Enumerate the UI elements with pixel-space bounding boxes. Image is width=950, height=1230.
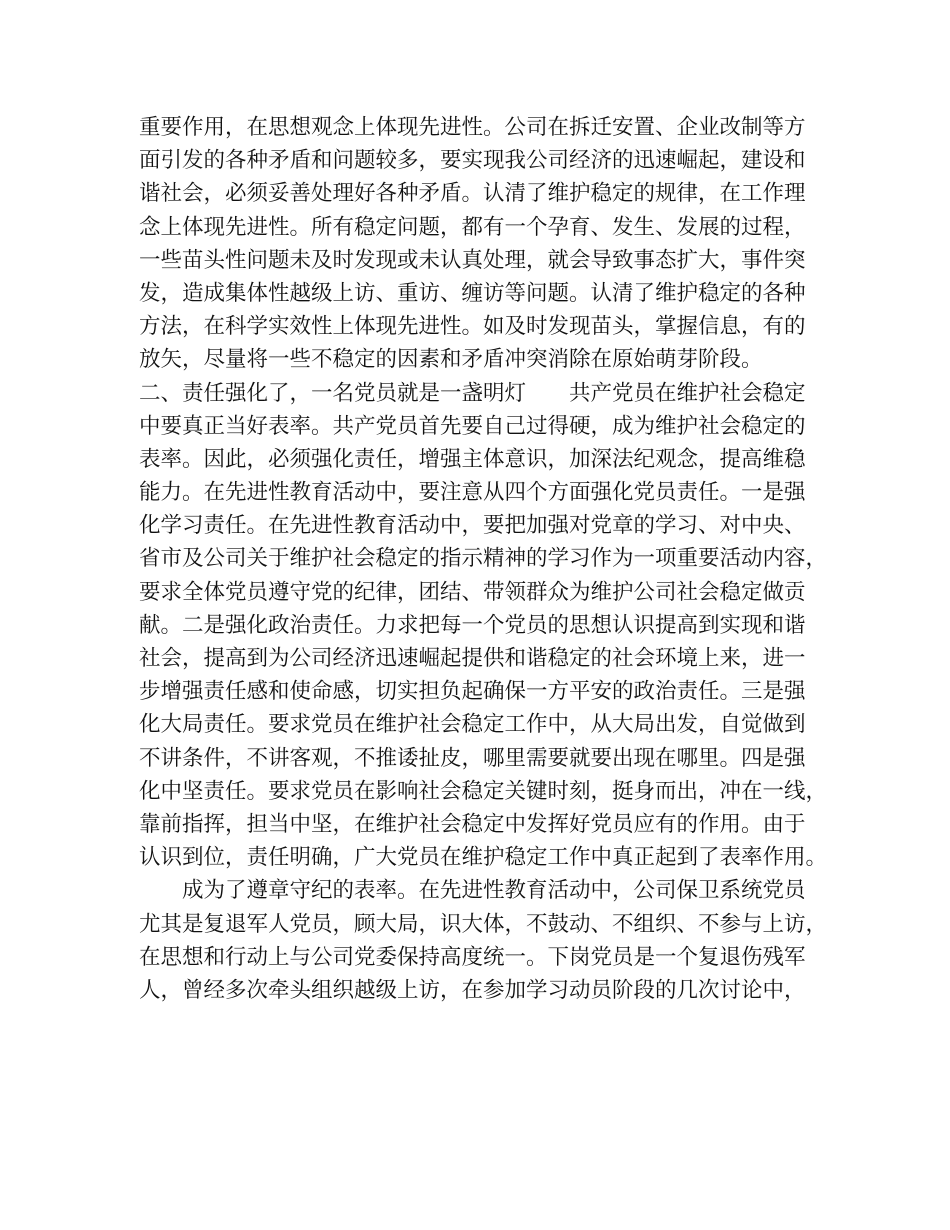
text-line: 步增强责任感和使命感，切实担负起确保一方平安的政治责任。三是强: [139, 679, 806, 705]
text-line: 谐社会，必须妥善处理好各种矛盾。认清了维护稳定的规律，在工作理: [139, 181, 806, 207]
text-line: 尤其是复退军人党员，顾大局，识大体，不鼓动、不组织、不参与上访，: [139, 911, 828, 937]
text-line: 能力。在先进性教育活动中，要注意从四个方面强化党员责任。一是强: [139, 480, 806, 506]
text-line: 省市及公司关于维护社会稳定的指示精神的学习作为一项重要活动内容，: [139, 546, 828, 572]
text-line: 化中坚责任。要求党员在影响社会稳定关键时刻，挺身而出，冲在一线，: [139, 778, 828, 804]
text-line: 人，曾经多次牵头组织越级上访，在参加学习动员阶段的几次讨论中，: [139, 977, 806, 1003]
text-line: 认识到位，责任明确，广大党员在维护稳定工作中真正起到了表率作用。: [139, 845, 828, 871]
text-line: 不讲条件，不讲客观，不推诿扯皮，哪里需要就要出现在哪里。四是强: [139, 745, 806, 771]
text-line: 念上体现先进性。所有稳定问题，都有一个孕育、发生、发展的过程，: [139, 214, 806, 240]
text-line: 献。二是强化政治责任。力求把每一个党员的思想认识提高到实现和谐: [139, 612, 806, 638]
body-text: [139, 111, 839, 1007]
text-line: 社会，提高到为公司经济迅速崛起提供和谐稳定的社会环境上来，进一: [139, 646, 806, 671]
text-line: 表率。因此，必须强化责任，增强主体意识，加深法纪观念，提高维稳: [139, 446, 806, 472]
section-heading-line: 二、责任强化了，一名党员就是一盏明灯 共产党员在维护社会稳定: [139, 380, 806, 406]
text-line: 发，造成集体性越级上访、重访、缠访等问题。认清了维护稳定的各种: [139, 280, 806, 306]
text-line: 一些苗头性问题未及时发现或未认真处理，就会导致事态扩大，事件突: [139, 247, 806, 273]
text-line: 面引发的各种矛盾和问题较多，要实现我公司经济的迅速崛起，建设和: [139, 148, 806, 174]
paragraph-first-line: 成为了遵章守纪的表率。在先进性教育活动中，公司保卫系统党员: [182, 878, 806, 904]
text-line: 中要真正当好表率。共产党员首先要自己过得硬，成为维护社会稳定的: [139, 413, 806, 439]
text-line: 在思想和行动上与公司党委保持高度统一。下岗党员是一个复退伤残军: [139, 944, 806, 970]
text-line: 重要作用，在思想观念上体现先进性。公司在拆迁安置、企业改制等方: [139, 115, 806, 140]
text-line: 靠前指挥，担当中坚，在维护社会稳定中发挥好党员应有的作用。由于: [139, 811, 806, 837]
text-line: 要求全体党员遵守党的纪律，团结、带领群众为维护公司社会稳定做贡: [139, 579, 806, 605]
text-line: 方法，在科学实效性上体现先进性。如及时发现苗头，掌握信息，有的: [139, 314, 806, 340]
text-line: 化学习责任。在先进性教育活动中，要把加强对党章的学习、对中央、: [139, 513, 806, 539]
text-line: 放矢，尽量将一些不稳定的因素和矛盾冲突消除在原始萌芽阶段。: [139, 347, 763, 373]
text-line: 化大局责任。要求党员在维护社会稳定工作中，从大局出发，自觉做到: [139, 712, 806, 738]
